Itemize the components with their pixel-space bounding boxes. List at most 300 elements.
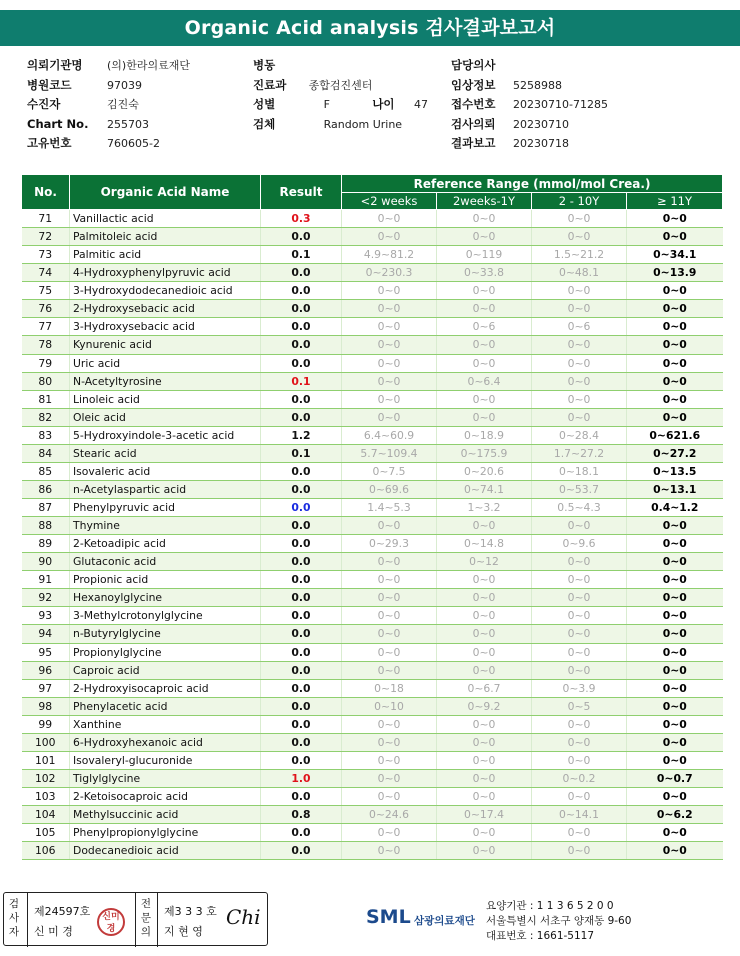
row-result: 0.0	[261, 571, 342, 589]
row-ref-under-2w: 0~0	[342, 824, 437, 842]
row-ref-2-10y: 0~3.9	[532, 679, 627, 697]
header-no: No.	[22, 175, 70, 210]
row-ref-2-10y: 0~0	[532, 571, 627, 589]
row-no: 101	[22, 751, 70, 769]
row-result: 0.0	[261, 661, 342, 679]
row-no: 76	[22, 300, 70, 318]
row-ref-2w-1y: 0~0	[437, 715, 532, 733]
row-ref-under-2w: 0~7.5	[342, 462, 437, 480]
table-row	[22, 751, 723, 769]
row-ref-under-2w: 5.7~109.4	[342, 444, 437, 462]
row-ref-11y-plus: 0~13.1	[627, 480, 723, 498]
row-no: 104	[22, 806, 70, 824]
row-ref-11y-plus: 0~0	[627, 571, 723, 589]
row-ref-2w-1y: 0~6.4	[437, 372, 532, 390]
row-no: 81	[22, 390, 70, 408]
row-no: 85	[22, 462, 70, 480]
row-ref-2-10y: 0~0	[532, 625, 627, 643]
table-row	[22, 390, 723, 408]
info-label: 담당의사	[451, 58, 496, 72]
row-ref-under-2w: 0~0	[342, 553, 437, 571]
row-ref-under-2w: 0~0	[342, 517, 437, 535]
info-label: 결과보고	[451, 136, 496, 150]
header-reference: Reference Range (mmol/mol Crea.)	[342, 175, 723, 193]
row-name: 2-Hydroxyisocaproic acid	[70, 679, 261, 697]
row-ref-2w-1y: 0~0	[437, 607, 532, 625]
row-ref-2w-1y: 0~0	[437, 733, 532, 751]
row-ref-11y-plus: 0~0	[627, 697, 723, 715]
row-no: 98	[22, 697, 70, 715]
info-row	[27, 95, 190, 115]
info-row	[27, 56, 190, 76]
row-no: 79	[22, 354, 70, 372]
row-name: 2-Hydroxysebacic acid	[70, 300, 261, 318]
patient-info	[0, 56, 740, 156]
row-ref-under-2w: 0~0	[342, 282, 437, 300]
table-row	[22, 426, 723, 444]
table-row	[22, 571, 723, 589]
row-no: 103	[22, 788, 70, 806]
table-row	[22, 589, 723, 607]
row-no: 77	[22, 318, 70, 336]
row-result: 0.0	[261, 300, 342, 318]
table-row	[22, 697, 723, 715]
row-ref-11y-plus: 0~0	[627, 607, 723, 625]
row-ref-11y-plus: 0~0	[627, 715, 723, 733]
row-no: 89	[22, 535, 70, 553]
row-ref-2w-1y: 0~74.1	[437, 480, 532, 498]
table-row	[22, 408, 723, 426]
row-ref-2-10y: 0~0	[532, 210, 627, 228]
row-no: 97	[22, 679, 70, 697]
table-row	[22, 517, 723, 535]
row-no: 100	[22, 733, 70, 751]
header-ref-under-2w: <2 weeks	[342, 193, 437, 210]
row-ref-11y-plus: 0~0	[627, 679, 723, 697]
row-ref-11y-plus: 0~27.2	[627, 444, 723, 462]
row-result: 0.0	[261, 679, 342, 697]
row-ref-under-2w: 0~18	[342, 679, 437, 697]
row-ref-11y-plus: 0~0	[627, 282, 723, 300]
tester-name: 신 미 경	[34, 925, 73, 938]
row-result: 0.0	[261, 553, 342, 571]
row-ref-under-2w: 0~0	[342, 715, 437, 733]
sex-label: 성별	[253, 97, 276, 111]
table-row	[22, 842, 723, 860]
row-ref-under-2w: 0~0	[342, 354, 437, 372]
row-ref-2w-1y: 0~6.7	[437, 679, 532, 697]
row-ref-2-10y: 0~0	[532, 390, 627, 408]
info-row	[27, 76, 190, 96]
organic-acid-table	[21, 174, 723, 860]
table-row	[22, 553, 723, 571]
table-row	[22, 318, 723, 336]
info-row	[451, 115, 608, 135]
info-row	[451, 134, 608, 154]
row-no: 82	[22, 408, 70, 426]
table-row	[22, 264, 723, 282]
info-value: 20230718	[513, 137, 569, 150]
row-no: 86	[22, 480, 70, 498]
row-ref-2-10y: 0~0	[532, 661, 627, 679]
dept-value: 종합검진센터	[308, 78, 373, 92]
info-row	[27, 115, 190, 135]
dept-label: 진료과	[253, 77, 287, 92]
row-no: 93	[22, 607, 70, 625]
info-value: (의)한라의료재단	[107, 59, 190, 72]
row-result: 0.0	[261, 318, 342, 336]
row-result: 0.0	[261, 390, 342, 408]
specimen-label: 검체	[253, 116, 276, 131]
row-ref-11y-plus: 0~0	[627, 318, 723, 336]
divider	[157, 893, 158, 947]
row-ref-11y-plus: 0~34.1	[627, 246, 723, 264]
row-ref-2w-1y: 0~0	[437, 300, 532, 318]
row-result: 0.0	[261, 733, 342, 751]
row-ref-11y-plus: 0~0	[627, 535, 723, 553]
row-ref-2w-1y: 0~0	[437, 769, 532, 787]
row-ref-under-2w: 0~0	[342, 210, 437, 228]
row-no: 102	[22, 769, 70, 787]
row-no: 83	[22, 426, 70, 444]
row-no: 75	[22, 282, 70, 300]
table-row	[22, 282, 723, 300]
table-row	[22, 300, 723, 318]
ward-label: 병동	[253, 58, 276, 72]
row-result: 0.1	[261, 372, 342, 390]
row-ref-under-2w: 0~0	[342, 589, 437, 607]
specialist-license: 제3 3 3 호	[164, 905, 217, 918]
report-title: Organic Acid analysis 검사결과보고서	[0, 10, 740, 46]
row-result: 0.3	[261, 210, 342, 228]
row-name: Dodecanedioic acid	[70, 842, 261, 860]
row-ref-under-2w: 0~0	[342, 336, 437, 354]
row-ref-2w-1y: 0~17.4	[437, 806, 532, 824]
row-name: 2-Ketoadipic acid	[70, 535, 261, 553]
table-row	[22, 806, 723, 824]
row-no: 80	[22, 372, 70, 390]
row-result: 0.0	[261, 408, 342, 426]
info-row	[451, 56, 608, 76]
row-ref-2w-1y: 0~0	[437, 643, 532, 661]
row-name: Uric acid	[70, 354, 261, 372]
info-label: 고유번호	[27, 136, 72, 150]
row-ref-under-2w: 0~0	[342, 751, 437, 769]
info-label: 검사의뢰	[451, 116, 496, 131]
row-ref-11y-plus: 0~0	[627, 336, 723, 354]
table-row	[22, 824, 723, 842]
header-ref-11y-plus: ≥ 11Y	[627, 193, 723, 210]
row-ref-under-2w: 0~0	[342, 228, 437, 246]
table-row	[22, 336, 723, 354]
row-result: 0.0	[261, 589, 342, 607]
table-row	[22, 246, 723, 264]
info-value: 255703	[107, 117, 149, 131]
row-name: Propionic acid	[70, 571, 261, 589]
row-ref-2-10y: 0~53.7	[532, 480, 627, 498]
row-name: 5-Hydroxyindole-3-acetic acid	[70, 426, 261, 444]
table-row	[22, 715, 723, 733]
row-ref-under-2w: 1.4~5.3	[342, 499, 437, 517]
row-name: Thymine	[70, 517, 261, 535]
row-ref-2-10y: 0~0	[532, 751, 627, 769]
row-no: 106	[22, 842, 70, 860]
info-label: Chart No.	[27, 116, 89, 131]
info-value: 760605-2	[107, 137, 160, 150]
row-no: 87	[22, 499, 70, 517]
row-name: 4-Hydroxyphenylpyruvic acid	[70, 264, 261, 282]
header-ref-2-10y: 2 - 10Y	[532, 193, 627, 210]
row-ref-under-2w: 6.4~60.9	[342, 426, 437, 444]
seal-stamp: 신미 경	[97, 908, 125, 936]
row-ref-2w-1y: 0~0	[437, 228, 532, 246]
row-result: 1.0	[261, 769, 342, 787]
row-ref-2w-1y: 0~0	[437, 824, 532, 842]
row-ref-2-10y: 0~0	[532, 788, 627, 806]
row-ref-under-2w: 0~0	[342, 625, 437, 643]
row-ref-2-10y: 0~0	[532, 589, 627, 607]
row-name: n-Acetylaspartic acid	[70, 480, 261, 498]
row-ref-under-2w: 0~10	[342, 697, 437, 715]
row-ref-11y-plus: 0~0	[627, 210, 723, 228]
row-ref-under-2w: 0~0	[342, 643, 437, 661]
row-ref-2-10y: 0~28.4	[532, 426, 627, 444]
row-ref-under-2w: 0~230.3	[342, 264, 437, 282]
info-row	[451, 76, 608, 96]
row-ref-under-2w: 0~69.6	[342, 480, 437, 498]
contact-line: 요양기관 : 1 1 3 6 5 2 0 0	[486, 900, 614, 912]
row-name: Palmitoleic acid	[70, 228, 261, 246]
tester-label-text: 검 사 자	[8, 898, 20, 938]
row-ref-2w-1y: 0~14.8	[437, 535, 532, 553]
table-row	[22, 625, 723, 643]
table-row	[22, 499, 723, 517]
row-ref-11y-plus: 0~0	[627, 643, 723, 661]
row-ref-2-10y: 0~6	[532, 318, 627, 336]
row-name: Phenylpropionylglycine	[70, 824, 261, 842]
row-ref-2w-1y: 0~9.2	[437, 697, 532, 715]
row-ref-under-2w: 0~0	[342, 661, 437, 679]
row-ref-2-10y: 0~9.6	[532, 535, 627, 553]
row-ref-2-10y: 0~0	[532, 228, 627, 246]
row-ref-11y-plus: 0~0	[627, 354, 723, 372]
row-no: 72	[22, 228, 70, 246]
row-ref-11y-plus: 0~0	[627, 733, 723, 751]
tester-license: 제24597호	[34, 905, 91, 918]
row-no: 78	[22, 336, 70, 354]
row-no: 95	[22, 643, 70, 661]
row-ref-2-10y: 0~0	[532, 733, 627, 751]
info-label: 의뢰기관명	[27, 58, 83, 72]
divider	[27, 893, 28, 947]
row-result: 0.0	[261, 354, 342, 372]
row-ref-under-2w: 0~0	[342, 607, 437, 625]
table-row	[22, 788, 723, 806]
specialist-name: 지 현 영	[164, 925, 203, 938]
row-ref-11y-plus: 0~6.2	[627, 806, 723, 824]
row-ref-11y-plus: 0~0	[627, 589, 723, 607]
tester-label	[7, 897, 21, 939]
header-result: Result	[261, 175, 342, 210]
row-ref-2w-1y: 0~33.8	[437, 264, 532, 282]
info-value: 5258988	[513, 78, 562, 92]
row-result: 0.0	[261, 499, 342, 517]
row-no: 105	[22, 824, 70, 842]
row-ref-under-2w: 0~0	[342, 571, 437, 589]
row-result: 0.0	[261, 751, 342, 769]
info-label: 임상정보	[451, 77, 496, 92]
header-name: Organic Acid Name	[70, 175, 261, 210]
info-right-column	[451, 56, 608, 154]
row-ref-2w-1y: 0~175.9	[437, 444, 532, 462]
table-row	[22, 535, 723, 553]
row-name: 3-Methylcrotonylglycine	[70, 607, 261, 625]
info-value: 김진숙	[107, 98, 139, 111]
row-ref-11y-plus: 0~0	[627, 625, 723, 643]
row-name: Phenylacetic acid	[70, 697, 261, 715]
row-ref-11y-plus: 0~0	[627, 517, 723, 535]
contact-line: 서울특별시 서초구 양재동 9-60	[486, 915, 632, 927]
row-ref-2w-1y: 0~0	[437, 390, 532, 408]
row-ref-2w-1y: 0~0	[437, 336, 532, 354]
row-ref-2-10y: 0~0	[532, 300, 627, 318]
row-result: 0.0	[261, 480, 342, 498]
row-ref-2-10y: 0~0	[532, 408, 627, 426]
row-ref-2w-1y: 0~12	[437, 553, 532, 571]
specimen-value: Random Urine	[323, 117, 403, 131]
row-name: Kynurenic acid	[70, 336, 261, 354]
row-ref-under-2w: 0~0	[342, 733, 437, 751]
row-result: 0.0	[261, 788, 342, 806]
row-result: 0.0	[261, 643, 342, 661]
row-ref-2w-1y: 0~0	[437, 589, 532, 607]
row-ref-under-2w: 0~0	[342, 390, 437, 408]
row-ref-2w-1y: 0~0	[437, 571, 532, 589]
row-name: N-Acetyltyrosine	[70, 372, 261, 390]
row-ref-2-10y: 0~0	[532, 842, 627, 860]
row-ref-2-10y: 0~0	[532, 336, 627, 354]
row-ref-2w-1y: 0~0	[437, 751, 532, 769]
info-value: 97039	[107, 78, 142, 92]
row-ref-2w-1y: 0~0	[437, 788, 532, 806]
logo-mark: SML	[366, 906, 411, 928]
info-row	[27, 134, 190, 154]
divider	[135, 893, 136, 947]
row-ref-under-2w: 0~29.3	[342, 535, 437, 553]
row-result: 0.1	[261, 246, 342, 264]
row-name: Tiglylglycine	[70, 769, 261, 787]
row-ref-2w-1y: 0~119	[437, 246, 532, 264]
row-ref-under-2w: 0~0	[342, 300, 437, 318]
row-ref-11y-plus: 0~0	[627, 824, 723, 842]
row-ref-2-10y: 0~0	[532, 354, 627, 372]
row-name: Xanthine	[70, 715, 261, 733]
row-ref-2-10y: 0~0	[532, 643, 627, 661]
row-ref-under-2w: 0~0	[342, 769, 437, 787]
row-no: 99	[22, 715, 70, 733]
table-row	[22, 643, 723, 661]
row-name: Caproic acid	[70, 661, 261, 679]
row-result: 0.0	[261, 228, 342, 246]
row-result: 0.0	[261, 697, 342, 715]
row-result: 0.1	[261, 444, 342, 462]
row-no: 90	[22, 553, 70, 571]
row-name: 2-Ketoisocaproic acid	[70, 788, 261, 806]
row-ref-2-10y: 0~0.2	[532, 769, 627, 787]
row-ref-2w-1y: 0~20.6	[437, 462, 532, 480]
row-no: 94	[22, 625, 70, 643]
row-ref-11y-plus: 0~13.9	[627, 264, 723, 282]
row-ref-2w-1y: 0~0	[437, 661, 532, 679]
table-row	[22, 228, 723, 246]
row-ref-11y-plus: 0~0.7	[627, 769, 723, 787]
table-row	[22, 607, 723, 625]
row-ref-11y-plus: 0~0	[627, 408, 723, 426]
info-row	[451, 95, 608, 115]
row-result: 0.0	[261, 607, 342, 625]
info-label: 병원코드	[27, 77, 72, 92]
header-ref-2w-1y: 2weeks-1Y	[437, 193, 532, 210]
row-ref-under-2w: 0~24.6	[342, 806, 437, 824]
row-name: Hexanoylglycine	[70, 589, 261, 607]
row-ref-2-10y: 0~0	[532, 607, 627, 625]
row-ref-2w-1y: 0~0	[437, 517, 532, 535]
row-ref-11y-plus: 0~13.5	[627, 462, 723, 480]
row-ref-2-10y: 0~0	[532, 282, 627, 300]
row-ref-2-10y: 0~48.1	[532, 264, 627, 282]
row-name: Methylsuccinic acid	[70, 806, 261, 824]
row-name: 6-Hydroxyhexanoic acid	[70, 733, 261, 751]
row-no: 88	[22, 517, 70, 535]
row-result: 1.2	[261, 426, 342, 444]
row-ref-2w-1y: 0~0	[437, 354, 532, 372]
table-row	[22, 354, 723, 372]
info-value: 20230710	[513, 117, 569, 131]
row-ref-11y-plus: 0~0	[627, 661, 723, 679]
row-name: Oleic acid	[70, 408, 261, 426]
row-no: 74	[22, 264, 70, 282]
row-name: Stearic acid	[70, 444, 261, 462]
row-name: Isovaleric acid	[70, 462, 261, 480]
row-ref-2-10y: 0~5	[532, 697, 627, 715]
table-row	[22, 444, 723, 462]
row-ref-2-10y: 1.5~21.2	[532, 246, 627, 264]
row-ref-2-10y: 0~0	[532, 824, 627, 842]
specialist-label	[139, 897, 153, 939]
row-name: Palmitic acid	[70, 246, 261, 264]
row-ref-2-10y: 0~18.1	[532, 462, 627, 480]
row-ref-2-10y: 0~0	[532, 517, 627, 535]
org-contact	[486, 899, 631, 944]
row-ref-2w-1y: 0~0	[437, 842, 532, 860]
table-row	[22, 679, 723, 697]
row-ref-11y-plus: 0~0	[627, 300, 723, 318]
row-no: 71	[22, 210, 70, 228]
row-result: 0.0	[261, 336, 342, 354]
table-row	[22, 462, 723, 480]
info-middle-column	[253, 56, 428, 134]
row-ref-11y-plus: 0~0	[627, 553, 723, 571]
age-value: 47	[413, 98, 428, 111]
table-row	[22, 210, 723, 228]
row-ref-11y-plus: 0~0	[627, 842, 723, 860]
row-result: 0.0	[261, 715, 342, 733]
row-ref-2w-1y: 1~3.2	[437, 499, 532, 517]
row-result: 0.8	[261, 806, 342, 824]
row-ref-2w-1y: 0~0	[437, 210, 532, 228]
row-name: Vanillactic acid	[70, 210, 261, 228]
row-result: 0.0	[261, 517, 342, 535]
